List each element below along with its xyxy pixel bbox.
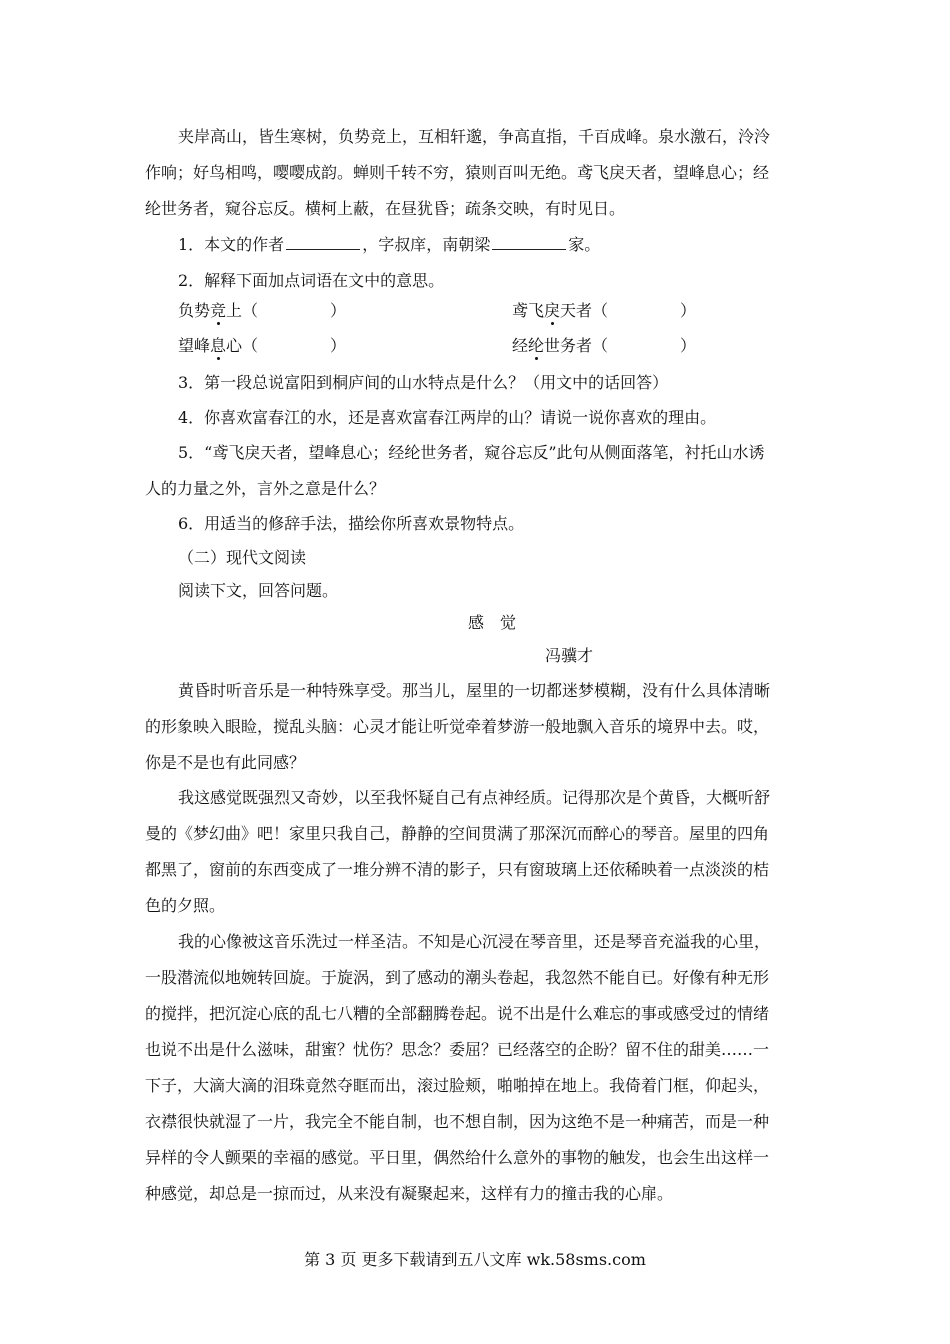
paragraph-line: 你是不是也有此同感？ xyxy=(145,753,306,772)
paragraph-line: 我这感觉既强烈又奇妙，以至我怀疑自己有点神经质。记得那次是个黄昏，大概听舒 xyxy=(178,788,771,807)
paragraph-line: 色的夕照。 xyxy=(145,896,226,915)
page-footer: 第 3 页 更多下载请到五八文库 wk.58sms.com xyxy=(304,1250,646,1269)
question-3: 3．第一段总说富阳到桐庐间的山水特点是什么？（用文中的话回答） xyxy=(178,373,669,392)
paragraph-line: 下子，大滴大滴的泪珠竟然夺眶而出，滚过脸颊，啪啪掉在地上。我倚着门框，仰起头， xyxy=(145,1076,770,1095)
paragraph-line: 异样的令人颤栗的幸福的感觉。平日里，偶然给什么意外的事物的触发，也会生出这样一 xyxy=(145,1148,770,1167)
section-heading: （二）现代文阅读 xyxy=(178,548,307,567)
term-item: 负势竞上（ ） xyxy=(178,301,347,320)
answer-blank[interactable] xyxy=(286,234,360,250)
poem-line: 作响；好鸟相鸣，嘤嘤成韵。蝉则千转不穷，猿则百叫无绝。鸢飞戾天者，望峰息心；经 xyxy=(145,163,770,182)
question-4: 4．你喜欢富春江的水，还是喜欢富春江两岸的山？请说一说你喜欢的理由。 xyxy=(178,408,717,427)
question-5: 5．“鸢飞戾天者，望峰息心；经纶世务者，窥谷忘反”此句从侧面落笔，衬托山水诱 xyxy=(178,443,765,462)
question-1: 1．本文的作者 ，字叔庠，南朝梁 家。 xyxy=(178,235,601,254)
paragraph-line: 衣襟很快就湿了一片，我完全不能自制，也不想自制，因为这绝不是一种痛苦，而是一种 xyxy=(145,1112,770,1131)
poem-line: 夹岸高山，皆生寒树，负势竞上，互相轩邈，争高直指，千百成峰。泉水激石，泠泠 xyxy=(178,127,771,146)
paragraph-line: 种感觉，却总是一掠而过，从来没有凝聚起来，这样有力的撞击我的心扉。 xyxy=(145,1184,674,1203)
paragraph-line: 的搅拌，把沉淀心底的乱七八糟的全部翻腾卷起。说不出是什么难忘的事或感受过的情绪 xyxy=(145,1004,770,1023)
article-author: 冯骥才 xyxy=(545,646,594,665)
question-6: 6．用适当的修辞手法，描绘你所喜欢景物特点。 xyxy=(178,514,525,533)
paragraph-line: 黄昏时听音乐是一种特殊享受。那当儿，屋里的一切都迷梦模糊，没有什么具体清晰 xyxy=(178,681,771,700)
article-title: 感 觉 xyxy=(468,613,517,632)
paragraph-line: 的形象映入眼睑，搅乱头脑：心灵才能让听觉牵着梦游一般地飘入音乐的境界中去。哎， xyxy=(145,717,770,736)
term-item: 经纶世务者（ ） xyxy=(512,336,697,355)
paragraph-line: 曼的《梦幻曲》吧！家里只我自己，静静的空间贯满了那深沉而醉心的琴音。屋里的四角 xyxy=(145,824,770,843)
question-5-cont: 人的力量之外，言外之意是什么？ xyxy=(145,479,386,498)
poem-line: 纶世务者，窥谷忘反。横柯上蔽，在昼犹昏；疏条交映，有时见日。 xyxy=(145,199,626,218)
answer-blank[interactable] xyxy=(492,234,566,250)
paragraph-line: 也说不出是什么滋味，甜蜜？忧伤？思念？委屈？已经落空的企盼？留不住的甜美……一 xyxy=(145,1040,770,1059)
term-item: 望峰息心（ ） xyxy=(178,336,347,355)
question-2: 2．解释下面加点词语在文中的意思。 xyxy=(178,271,445,290)
paragraph-line: 我的心像被这音乐洗过一样圣洁。不知是心沉浸在琴音里，还是琴音充溢我的心里， xyxy=(178,932,771,951)
paragraph-line: 一股潜流似地婉转回旋。于旋涡，到了感动的潮头卷起，我忽然不能自已。好像有种无形 xyxy=(145,968,770,987)
term-item: 鸢飞戾天者（ ） xyxy=(512,301,697,320)
instruction: 阅读下文，回答问题。 xyxy=(178,581,339,600)
paragraph-line: 都黑了，窗前的东西变成了一堆分辨不清的影子，只有窗玻璃上还依稀映着一点淡淡的桔 xyxy=(145,860,770,879)
